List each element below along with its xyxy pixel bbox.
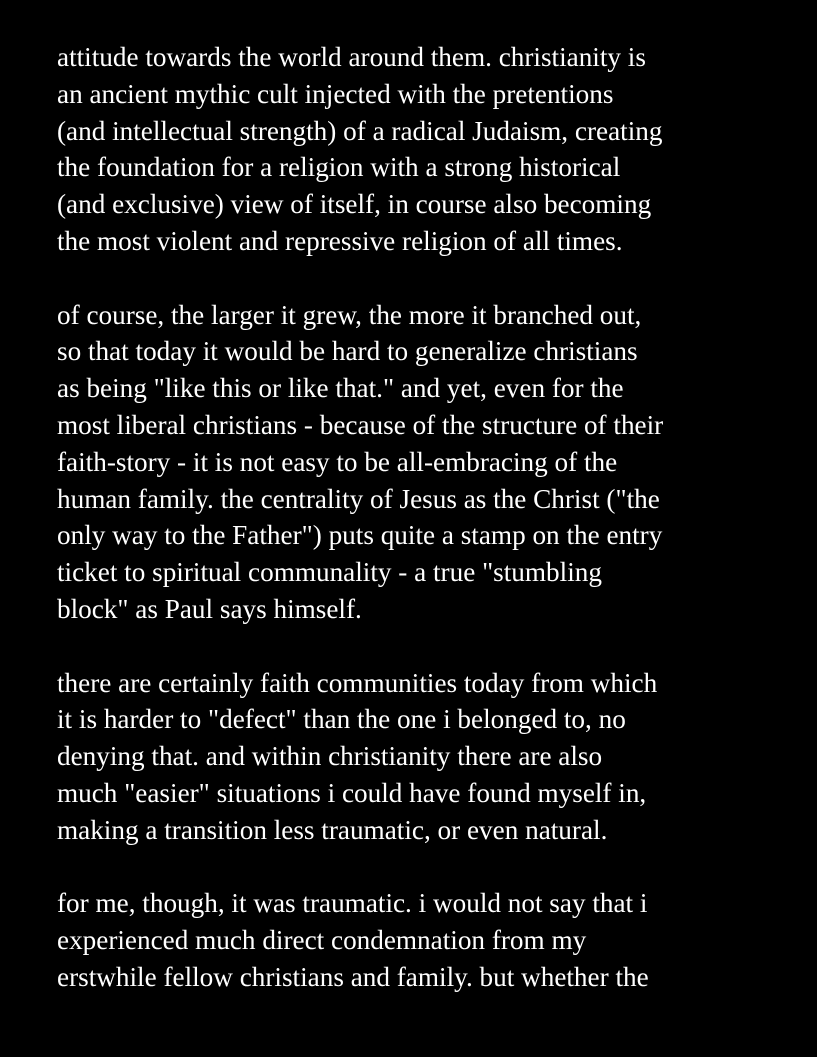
text-line: block" as Paul says himself. [57,593,362,624]
text-line: for me, though, it was traumatic. i would not say that i [57,888,648,919]
text-line: human family. the centrality of Jesus as the Christ ("the [57,483,660,514]
text-line: faith-story - it is not easy to be all-embracing of the [57,446,618,477]
text-line: the foundation for a religion with a strong historical [57,152,621,183]
text-line: as being "like this or like that." and yet, even for the [57,373,624,404]
paragraph-3 [57,665,802,849]
text-line: attitude towards the world around them. christianity is [57,42,646,72]
text-line: of course, the larger it grew, the more it branched out, [57,299,642,330]
text-line: (and exclusive) view of itself, in course also becoming [57,189,652,220]
text-line: denying that. and within christianity there are also [57,741,603,772]
text-line: there are certainly faith communities today from which [57,667,658,698]
text-line: erstwhile fellow christians and family. but whether the [57,961,649,992]
text-line: most liberal christians - because of the structure of their [57,409,664,440]
text-line: making a transition less traumatic, or even natural. [57,814,608,845]
paragraph-1 [57,39,802,260]
text-line: an ancient mythic cult injected with the pretentions [57,78,614,109]
document-page [57,39,802,1033]
text-line: much "easier" situations i could have found myself in, [57,777,647,808]
paragraph-2 [57,297,802,628]
text-line: it is harder to "defect" than the one i belonged to, no [57,704,626,735]
text-line: experienced much direct condemnation from my [57,925,587,956]
text-line: the most violent and repressive religion of all times. [57,225,623,256]
text-line: (and intellectual strength) of a radical Judaism, creating [57,115,663,146]
text-line: ticket to spiritual communality - a true "stumbling [57,557,602,588]
text-line: only way to the Father") puts quite a stamp on the entry [57,520,663,551]
paragraph-4 [57,885,802,995]
text-line: so that today it would be hard to generalize christians [57,336,638,367]
